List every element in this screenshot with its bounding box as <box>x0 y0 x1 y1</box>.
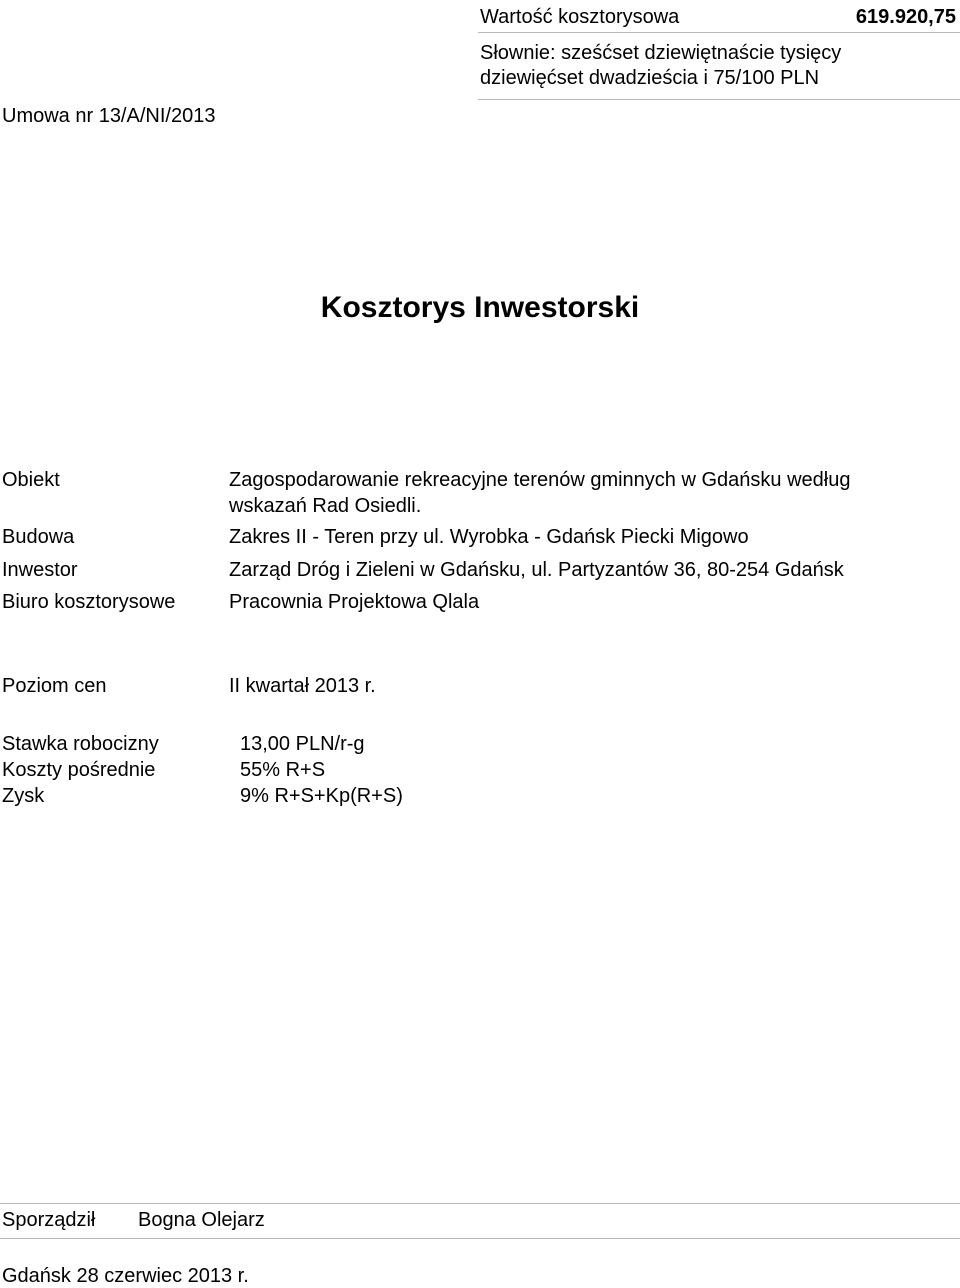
place-and-date: Gdańsk 28 czerwiec 2013 r. <box>2 1265 249 1287</box>
object-label: Obiekt <box>2 469 60 491</box>
profit-label: Zysk <box>2 785 45 807</box>
value-in-words-line2: dziewięćset dwadzieścia i 75/100 PLN <box>480 67 820 89</box>
header-divider-bottom <box>478 99 960 100</box>
value-in-words-line1: Słownie: sześćset dziewiętnaście tysięcy <box>480 42 842 64</box>
indirect-costs-label: Koszty pośrednie <box>2 759 156 781</box>
footer-divider-top <box>0 1203 960 1204</box>
investor-value: Zarząd Dróg i Zieleni w Gdańsku, ul. Partyzantów 36, 80-254 Gdańsk <box>229 559 844 581</box>
price-level-label: Poziom cen <box>2 675 107 697</box>
estimate-value-label: Wartość kosztorysowa <box>480 6 680 28</box>
construction-label: Budowa <box>2 526 75 548</box>
header-divider-top <box>478 32 960 33</box>
object-value-line1: Zagospodarowanie rekreacyjne terenów gminnych w Gdańsku według <box>229 469 851 491</box>
bureau-label: Biuro kosztorysowe <box>2 591 176 613</box>
estimate-value: 619.920,75 <box>855 6 956 28</box>
bureau-value: Pracownia Projektowa Qlala <box>229 591 480 613</box>
labor-rate-value: 13,00 PLN/r-g <box>240 733 365 755</box>
prepared-by-label: Sporządził <box>2 1209 96 1231</box>
document-title: Kosztorys Inwestorski <box>320 291 640 324</box>
price-level-value: II kwartał 2013 r. <box>229 675 376 697</box>
labor-rate-label: Stawka robocizny <box>2 733 159 755</box>
indirect-costs-value: 55% R+S <box>240 759 326 781</box>
construction-value: Zakres II - Teren przy ul. Wyrobka - Gdańsk Piecki Migowo <box>229 526 749 548</box>
object-value-line2: wskazań Rad Osiedli. <box>229 495 422 517</box>
contract-number: Umowa nr 13/A/NI/2013 <box>2 105 216 127</box>
prepared-by-name: Bogna Olejarz <box>138 1209 265 1231</box>
footer-divider-bottom <box>0 1238 960 1239</box>
investor-label: Inwestor <box>2 559 78 581</box>
profit-value: 9% R+S+Kp(R+S) <box>240 785 403 807</box>
